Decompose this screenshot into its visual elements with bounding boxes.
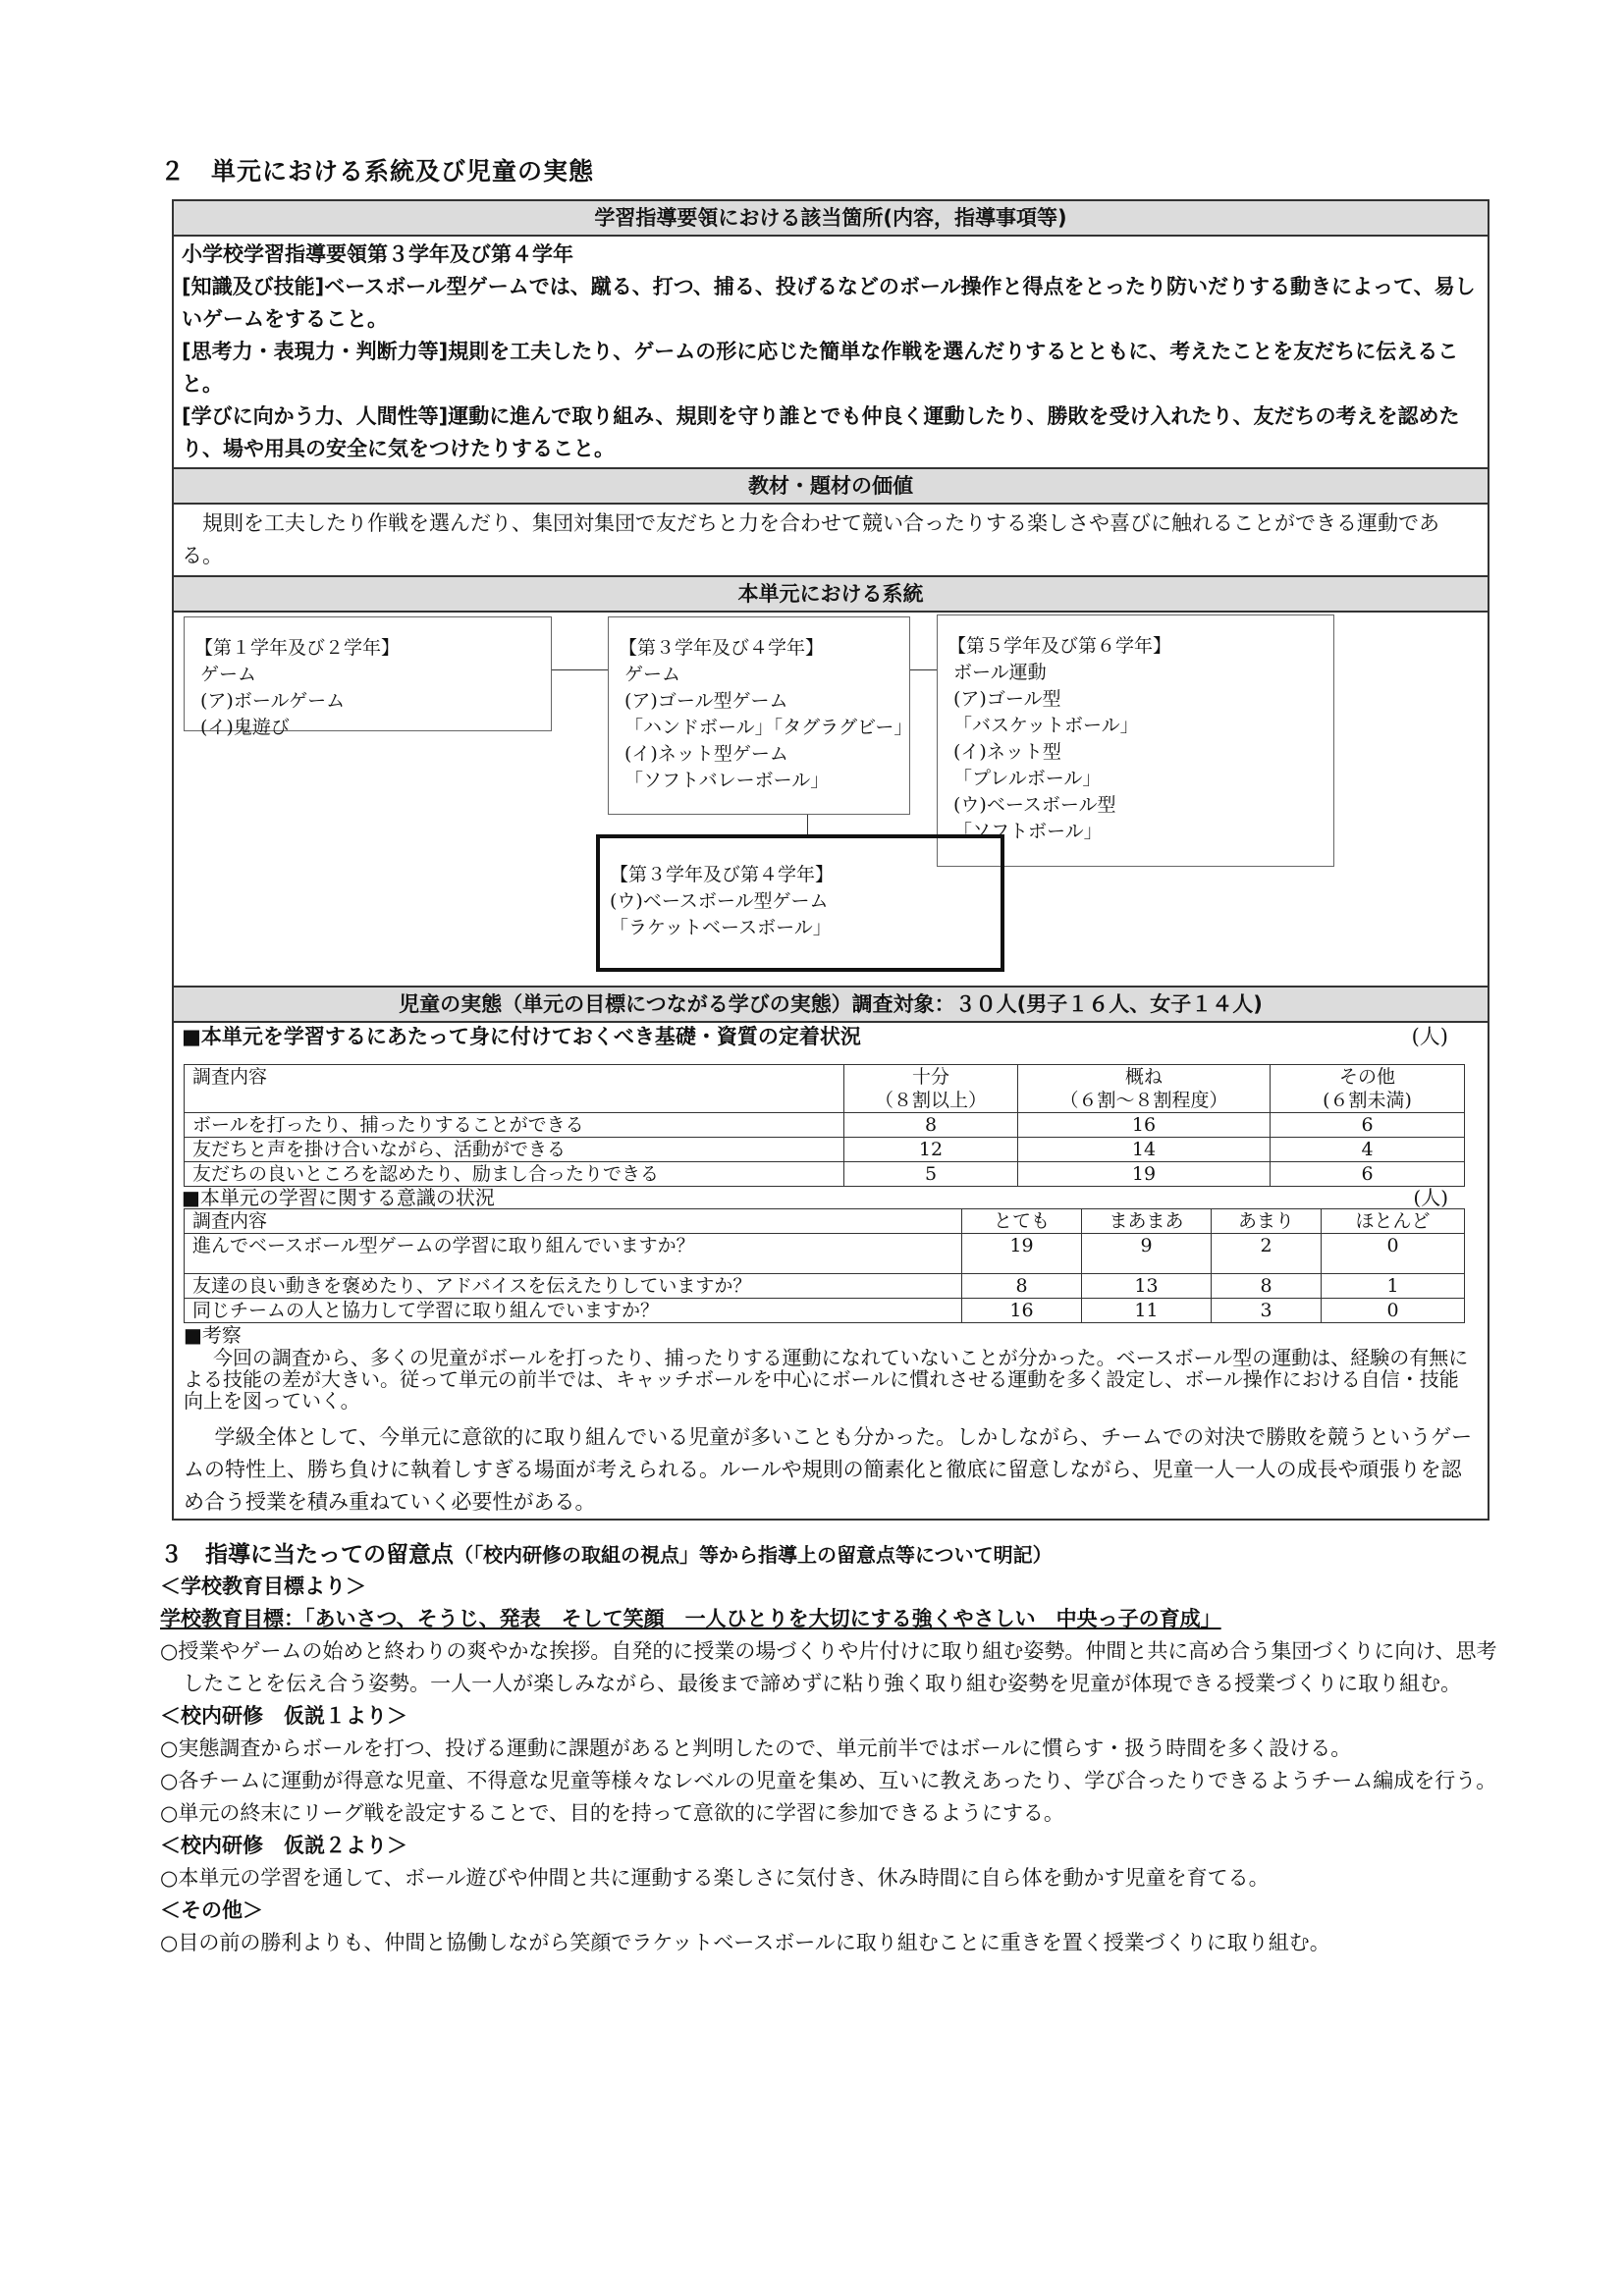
col-header-main: その他 <box>1338 1066 1395 1088</box>
row-item: 同じチームの人と協力して学習に取り組んでいますか？ <box>185 1299 962 1323</box>
group-heading: ＜校内研修 仮説２より＞ <box>160 1834 407 1857</box>
box-line: (イ)ネット型 <box>953 741 1061 763</box>
system-diagram <box>174 613 1488 986</box>
value-content <box>174 505 1488 575</box>
box-line: 「ハンドボール」「タグラグビー」 <box>624 717 913 738</box>
cell: 13 <box>1082 1274 1212 1299</box>
box-line: 【第１学年及び２学年】 <box>194 637 401 659</box>
cell: 4 <box>1271 1138 1465 1162</box>
col-header: まあまあ <box>1082 1209 1212 1234</box>
survey1-wrap <box>174 1050 1488 1187</box>
box-line: 「ソフトボール」 <box>953 821 1103 842</box>
cell: 19 <box>962 1234 1082 1274</box>
box-line: ゲーム <box>200 664 257 685</box>
col-header-main: 十分 <box>911 1066 949 1088</box>
survey2-unit: (人) <box>1413 1186 1448 1209</box>
row-item: 進んでベースボール型ゲームの学習に取り組んでいますか？ <box>185 1234 962 1274</box>
box-line: (イ)鬼遊び <box>200 717 290 738</box>
box-line: (ウ)ベースボール型 <box>953 794 1116 816</box>
section-3-title <box>160 1539 1505 1571</box>
list-item: ○実態調査からボールを打つ、投げる運動に課題があると判明したので、単元前半ではボールに慣らす・扱う時間を多く設ける。 <box>160 1736 1352 1760</box>
cell: 5 <box>844 1162 1018 1187</box>
cell: 16 <box>1018 1113 1271 1138</box>
observation-paragraph: 今回の調査から、多くの児童がボールを打ったり、捕ったりする運動になれていないことが分かった。ベースボール型の運動は、経験の有無による技能の差が大きい。従って単元の前半では、キャッチボールを中心にボールに慣れさせる運動を多く設定し、ボール操作における自信・技能向上を図っていく。 <box>184 1346 1469 1413</box>
survey1-title <box>174 1023 1488 1050</box>
section-3-title-text: ３ 指導に当たっての留意点 <box>160 1542 454 1568</box>
table-row <box>185 1274 1465 1299</box>
cell: 8 <box>1212 1274 1322 1299</box>
guideline-line: [知識及び技能]ベースボール型ゲームでは、蹴る、打つ、捕る、投げるなどのボール操作と得点をとったり防いだりする動きによって、易しいゲームをすること。 <box>182 275 1476 331</box>
cell: 19 <box>1018 1162 1271 1187</box>
table-row <box>185 1162 1465 1187</box>
survey2-title-text: ■本単元の学習に関する意識の状況 <box>182 1186 495 1209</box>
box-line: (イ)ネット型ゲーム <box>624 743 788 765</box>
section-3 <box>160 1539 1505 1959</box>
col-header-main: 概ね <box>1124 1066 1163 1088</box>
cell: 1 <box>1322 1274 1465 1299</box>
value-text: 規則を工夫したり作戦を選んだり、集団対集団で友だちと力を合わせて競い合ったりする楽しさや喜びに触れることができる運動である。 <box>182 511 1439 567</box>
system-box-grade5-6 <box>937 614 1334 867</box>
cell: 6 <box>1271 1162 1465 1187</box>
list-item: ○各チームに運動が得意な児童、不得意な児童等様々なレベルの児童を集め、互いに教えあったり、学び合ったりできるようチーム編成を行う。 <box>160 1769 1497 1792</box>
row-item: 友だちと声を掛け合いながら、活動ができる <box>185 1138 844 1162</box>
cell: 16 <box>962 1299 1082 1323</box>
survey2-title <box>174 1187 1488 1208</box>
row-item: 友達の良い動きを褒めたり、アドバイスを伝えたりしていますか？ <box>185 1274 962 1299</box>
box-line: 【第５学年及び第６学年】 <box>947 635 1172 657</box>
box-line: (ア)ゴール型ゲーム <box>624 690 788 712</box>
guideline-line: [学びに向かう力、人間性等]運動に進んで取り組み、規則を守り誰とでも仲良く運動したり、勝敗を受け入れたり、友だちの考えを認めたり、場や用具の安全に気をつけたりすること。 <box>182 404 1460 460</box>
col-header-sub: （６割～８割程度） <box>1059 1090 1228 1111</box>
table-row <box>185 1234 1465 1274</box>
box-line: 「ラケットベースボール」 <box>610 917 832 938</box>
box-line: 「バスケットボール」 <box>953 715 1139 736</box>
box-line: 【第３学年及び第４学年】 <box>610 864 835 885</box>
box-line: 「ソフトバレーボール」 <box>624 770 830 791</box>
connector-line <box>807 815 808 836</box>
guideline-header: 学習指導要領における該当箇所(内容，指導事項等) <box>174 201 1488 237</box>
connector-line <box>552 669 608 670</box>
survey1-table <box>184 1064 1465 1187</box>
col-header: ほとんど <box>1322 1209 1465 1234</box>
survey2-table <box>184 1208 1465 1323</box>
list-item: ○単元の終末にリーグ戦を設定することで、目的を持って意欲的に学習に参加できるようにする。 <box>160 1801 1064 1825</box>
cell: 8 <box>962 1274 1082 1299</box>
survey1-title-text: ■本単元を学習するにあたって身に付けておくべき基礎・資質の定着状況 <box>182 1025 861 1048</box>
group-heading: ＜その他＞ <box>160 1898 263 1922</box>
row-item: ボールを打ったり、捕ったりすることができる <box>185 1113 844 1138</box>
observation-title: ■考察 <box>184 1323 242 1347</box>
row-item: 友だちの良いところを認めたり、励まし合ったりできる <box>185 1162 844 1187</box>
system-box-grade3-4 <box>608 616 913 815</box>
col-header <box>844 1065 1018 1113</box>
value-header: 教材・題材の価値 <box>174 467 1488 505</box>
section-3-title-note: （「校内研修の取組の視点」等から指導上の留意点等について明記） <box>454 1543 1053 1567</box>
col-header <box>1271 1065 1465 1113</box>
cell: 2 <box>1212 1234 1322 1274</box>
school-goal: 学校教育目標：「あいさつ、そうじ、発表 そして笑顔 一人ひとりを大切にする強くやさしい 中央っ子の育成」 <box>160 1607 1221 1630</box>
children-header: 児童の実態（単元の目標につながる学びの実態）調査対象：３０人(男子１６人、女子１４人) <box>174 986 1488 1023</box>
guideline-line: [思考力・表現力・判断力等]規則を工夫したり、ゲームの形に応じた簡単な作戦を選んだりするとともに、考えたことを友だちに伝えること。 <box>182 340 1459 396</box>
list-item: ○目の前の勝利よりも、仲間と協働しながら笑顔でラケットベースボールに取り組むことに重きを置く授業づくりに取り組む。 <box>160 1931 1330 1954</box>
col-header: 調査内容 <box>185 1065 844 1113</box>
cell: 0 <box>1322 1234 1465 1274</box>
cell: 14 <box>1018 1138 1271 1162</box>
list-item: ○授業やゲームの始めと終わりの爽やかな挨拶。自発的に授業の場づくりや片付けに取り組む姿勢。仲間と共に高め合う集団づくりに向け、思考したことを伝え合う姿勢。一人一人が楽しみながら、最後まで諦めずに粘り強く取り組む姿勢を児童が体現できる授業づくりに取り組む。 <box>160 1639 1497 1695</box>
box-line: (ア)ボールゲーム <box>200 690 346 712</box>
box-line: ボール運動 <box>953 662 1047 683</box>
group-heading: ＜校内研修 仮説１より＞ <box>160 1704 407 1728</box>
guideline-content <box>174 237 1488 467</box>
survey1-unit: (人) <box>1411 1025 1448 1048</box>
box-line: 【第３学年及び４学年】 <box>619 637 825 659</box>
observation-paragraph: 学級全体として、今単元に意欲的に取り組んでいる児童が多いことも分かった。しかしながら、チームでの対決で勝敗を競うというゲームの特性上、勝ち負けに執着しすぎる場面が考えられる。ルールや規則の簡素化と徹底に留意しながら、児童一人一人の成長や頑張りを認め合う授業を積み重ねていく必要性がある。 <box>184 1425 1473 1514</box>
system-box-grade1-2 <box>184 616 552 738</box>
connector-line <box>910 669 937 670</box>
cell: 11 <box>1082 1299 1212 1323</box>
box-line: (ウ)ベースボール型ゲーム <box>610 890 829 912</box>
col-header: 調査内容 <box>185 1209 962 1234</box>
box-line: (ア)ゴール型 <box>953 688 1061 710</box>
table-header-row <box>185 1065 1465 1113</box>
table-header-row <box>185 1209 1465 1234</box>
system-box-current-unit <box>596 834 1004 972</box>
table-row <box>185 1113 1465 1138</box>
group-heading: ＜学校教育目標より＞ <box>160 1575 366 1598</box>
col-header-sub: (６割未満) <box>1323 1090 1412 1111</box>
table-row <box>185 1299 1465 1323</box>
col-header: あまり <box>1212 1209 1322 1234</box>
cell: 6 <box>1271 1113 1465 1138</box>
observation <box>174 1323 1488 1519</box>
cell: 8 <box>844 1113 1018 1138</box>
section-2-table <box>172 199 1489 1521</box>
col-header: とても <box>962 1209 1082 1234</box>
list-item: ○本単元の学習を通して、ボール遊びや仲間と共に運動する楽しさに気付き、休み時間に自ら体を動かす児童を育てる。 <box>160 1866 1270 1890</box>
col-header <box>1018 1065 1271 1113</box>
col-header-sub: （８割以上） <box>874 1090 987 1111</box>
table-row <box>185 1138 1465 1162</box>
cell: 0 <box>1322 1299 1465 1323</box>
box-line: ゲーム <box>624 664 681 685</box>
cell: 9 <box>1082 1234 1212 1274</box>
system-header: 本単元における系統 <box>174 575 1488 613</box>
section-2-title: ２ 単元における系統及び児童の実態 <box>160 157 595 186</box>
cell: 3 <box>1212 1299 1322 1323</box>
survey2-wrap <box>174 1208 1488 1323</box>
guideline-line: 小学校学習指導要領第３学年及び第４学年 <box>182 242 573 266</box>
box-line: 「プレルボール」 <box>953 768 1102 789</box>
cell: 12 <box>844 1138 1018 1162</box>
